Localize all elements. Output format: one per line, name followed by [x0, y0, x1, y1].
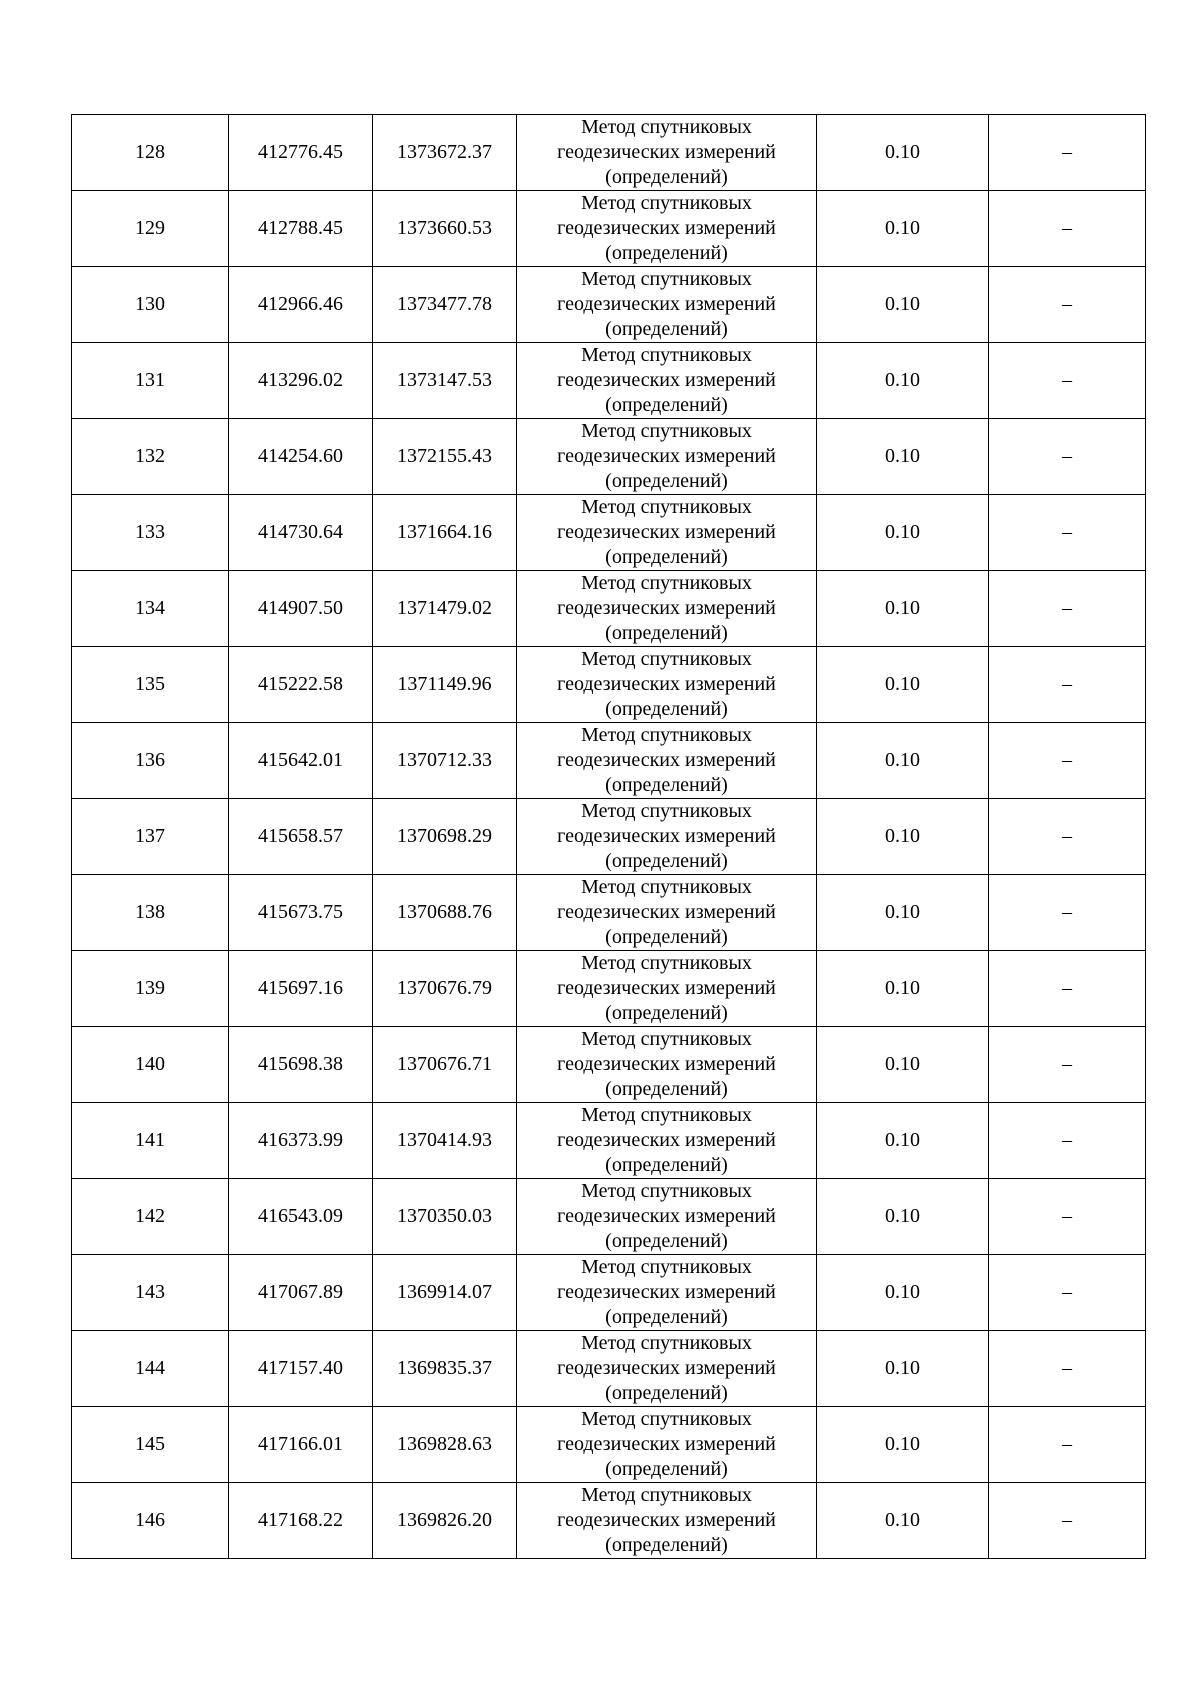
method-cell: [517, 1483, 817, 1559]
point-number-cell: 132: [72, 419, 229, 495]
point-number-cell: 130: [72, 267, 229, 343]
y-coordinate-cell: 1369826.20: [373, 1483, 517, 1559]
note-cell: –: [989, 1255, 1146, 1331]
table-row: [72, 115, 1146, 191]
method-cell: [517, 875, 817, 951]
note-cell: –: [989, 799, 1146, 875]
point-number-cell: 145: [72, 1407, 229, 1483]
point-number-cell: 133: [72, 495, 229, 571]
x-coordinate-cell: 416373.99: [229, 1103, 373, 1179]
accuracy-cell: 0.10: [817, 571, 989, 647]
method-cell: [517, 647, 817, 723]
method-text: Метод спутниковых геодезических измерений (определений): [557, 1484, 776, 1556]
note-cell: –: [989, 419, 1146, 495]
accuracy-cell: 0.10: [817, 1255, 989, 1331]
note-cell: –: [989, 191, 1146, 267]
method-cell: [517, 799, 817, 875]
table-row: [72, 571, 1146, 647]
accuracy-cell: 0.10: [817, 1103, 989, 1179]
accuracy-cell: 0.10: [817, 1407, 989, 1483]
table-row: [72, 647, 1146, 723]
table-row: [72, 419, 1146, 495]
accuracy-cell: 0.10: [817, 951, 989, 1027]
table-row: [72, 1179, 1146, 1255]
x-coordinate-cell: 417168.22: [229, 1483, 373, 1559]
accuracy-cell: 0.10: [817, 799, 989, 875]
note-cell: –: [989, 1483, 1146, 1559]
point-number-cell: 135: [72, 647, 229, 723]
y-coordinate-cell: 1370350.03: [373, 1179, 517, 1255]
point-number-cell: 137: [72, 799, 229, 875]
table-row: [72, 1483, 1146, 1559]
method-cell: [517, 951, 817, 1027]
method-text: Метод спутниковых геодезических измерений (определений): [557, 1408, 776, 1480]
point-number-cell: 138: [72, 875, 229, 951]
coordinates-table: [71, 114, 1146, 1559]
x-coordinate-cell: 414254.60: [229, 419, 373, 495]
point-number-cell: 131: [72, 343, 229, 419]
method-text: Метод спутниковых геодезических измерений (определений): [557, 648, 776, 720]
method-cell: [517, 267, 817, 343]
point-number-cell: 146: [72, 1483, 229, 1559]
note-cell: –: [989, 951, 1146, 1027]
table-row: [72, 191, 1146, 267]
y-coordinate-cell: 1373147.53: [373, 343, 517, 419]
point-number-cell: 128: [72, 115, 229, 191]
table-row: [72, 1027, 1146, 1103]
method-cell: [517, 723, 817, 799]
note-cell: –: [989, 1027, 1146, 1103]
method-text: Метод спутниковых геодезических измерений (определений): [557, 116, 776, 188]
x-coordinate-cell: 415658.57: [229, 799, 373, 875]
method-cell: [517, 191, 817, 267]
x-coordinate-cell: 414730.64: [229, 495, 373, 571]
accuracy-cell: 0.10: [817, 115, 989, 191]
x-coordinate-cell: 415698.38: [229, 1027, 373, 1103]
table-row: [72, 1103, 1146, 1179]
note-cell: –: [989, 1103, 1146, 1179]
y-coordinate-cell: 1370676.79: [373, 951, 517, 1027]
y-coordinate-cell: 1369828.63: [373, 1407, 517, 1483]
note-cell: –: [989, 115, 1146, 191]
y-coordinate-cell: 1371479.02: [373, 571, 517, 647]
method-cell: [517, 1407, 817, 1483]
x-coordinate-cell: 412776.45: [229, 115, 373, 191]
x-coordinate-cell: 415222.58: [229, 647, 373, 723]
y-coordinate-cell: 1373477.78: [373, 267, 517, 343]
method-text: Метод спутниковых геодезических измерений (определений): [557, 800, 776, 872]
method-text: Метод спутниковых геодезических измерений (определений): [557, 1256, 776, 1328]
method-text: Метод спутниковых геодезических измерений (определений): [557, 268, 776, 340]
method-text: Метод спутниковых геодезических измерений (определений): [557, 876, 776, 948]
note-cell: –: [989, 647, 1146, 723]
x-coordinate-cell: 415697.16: [229, 951, 373, 1027]
note-cell: –: [989, 1407, 1146, 1483]
y-coordinate-cell: 1370676.71: [373, 1027, 517, 1103]
accuracy-cell: 0.10: [817, 267, 989, 343]
method-cell: [517, 343, 817, 419]
x-coordinate-cell: 417166.01: [229, 1407, 373, 1483]
note-cell: –: [989, 723, 1146, 799]
point-number-cell: 129: [72, 191, 229, 267]
x-coordinate-cell: 415642.01: [229, 723, 373, 799]
x-coordinate-cell: 414907.50: [229, 571, 373, 647]
point-number-cell: 142: [72, 1179, 229, 1255]
accuracy-cell: 0.10: [817, 647, 989, 723]
method-text: Метод спутниковых геодезических измерений (определений): [557, 1180, 776, 1252]
x-coordinate-cell: 416543.09: [229, 1179, 373, 1255]
method-cell: [517, 571, 817, 647]
method-text: Метод спутниковых геодезических измерений (определений): [557, 572, 776, 644]
note-cell: –: [989, 343, 1146, 419]
y-coordinate-cell: 1369914.07: [373, 1255, 517, 1331]
method-cell: [517, 1331, 817, 1407]
method-cell: [517, 1027, 817, 1103]
x-coordinate-cell: 412966.46: [229, 267, 373, 343]
point-number-cell: 134: [72, 571, 229, 647]
point-number-cell: 136: [72, 723, 229, 799]
method-cell: [517, 1255, 817, 1331]
table-row: [72, 875, 1146, 951]
y-coordinate-cell: 1373672.37: [373, 115, 517, 191]
method-text: Метод спутниковых геодезических измерений (определений): [557, 192, 776, 264]
accuracy-cell: 0.10: [817, 343, 989, 419]
y-coordinate-cell: 1372155.43: [373, 419, 517, 495]
note-cell: –: [989, 1331, 1146, 1407]
y-coordinate-cell: 1371664.16: [373, 495, 517, 571]
method-text: Метод спутниковых геодезических измерений (определений): [557, 420, 776, 492]
accuracy-cell: 0.10: [817, 875, 989, 951]
x-coordinate-cell: 413296.02: [229, 343, 373, 419]
method-text: Метод спутниковых геодезических измерений (определений): [557, 344, 776, 416]
method-cell: [517, 115, 817, 191]
point-number-cell: 143: [72, 1255, 229, 1331]
accuracy-cell: 0.10: [817, 419, 989, 495]
table-row: [72, 1407, 1146, 1483]
table-row: [72, 799, 1146, 875]
note-cell: –: [989, 495, 1146, 571]
point-number-cell: 140: [72, 1027, 229, 1103]
table-row: [72, 951, 1146, 1027]
point-number-cell: 141: [72, 1103, 229, 1179]
point-number-cell: 144: [72, 1331, 229, 1407]
point-number-cell: 139: [72, 951, 229, 1027]
accuracy-cell: 0.10: [817, 1027, 989, 1103]
accuracy-cell: 0.10: [817, 1179, 989, 1255]
y-coordinate-cell: 1373660.53: [373, 191, 517, 267]
method-text: Метод спутниковых геодезических измерений (определений): [557, 1332, 776, 1404]
method-cell: [517, 419, 817, 495]
method-cell: [517, 1179, 817, 1255]
note-cell: –: [989, 267, 1146, 343]
method-text: Метод спутниковых геодезических измерений (определений): [557, 724, 776, 796]
method-text: Метод спутниковых геодезических измерений (определений): [557, 1028, 776, 1100]
y-coordinate-cell: 1369835.37: [373, 1331, 517, 1407]
table-row: [72, 723, 1146, 799]
table-row: [72, 343, 1146, 419]
method-text: Метод спутниковых геодезических измерений (определений): [557, 952, 776, 1024]
table-body: [72, 115, 1146, 1559]
note-cell: –: [989, 1179, 1146, 1255]
method-cell: [517, 495, 817, 571]
note-cell: –: [989, 571, 1146, 647]
table-row: [72, 1255, 1146, 1331]
table-row: [72, 495, 1146, 571]
method-text: Метод спутниковых геодезических измерений (определений): [557, 1104, 776, 1176]
x-coordinate-cell: 417157.40: [229, 1331, 373, 1407]
y-coordinate-cell: 1370414.93: [373, 1103, 517, 1179]
y-coordinate-cell: 1370712.33: [373, 723, 517, 799]
y-coordinate-cell: 1370688.76: [373, 875, 517, 951]
method-cell: [517, 1103, 817, 1179]
y-coordinate-cell: 1371149.96: [373, 647, 517, 723]
note-cell: –: [989, 875, 1146, 951]
x-coordinate-cell: 415673.75: [229, 875, 373, 951]
method-text: Метод спутниковых геодезических измерений (определений): [557, 496, 776, 568]
x-coordinate-cell: 412788.45: [229, 191, 373, 267]
table-row: [72, 267, 1146, 343]
accuracy-cell: 0.10: [817, 1331, 989, 1407]
accuracy-cell: 0.10: [817, 191, 989, 267]
accuracy-cell: 0.10: [817, 1483, 989, 1559]
x-coordinate-cell: 417067.89: [229, 1255, 373, 1331]
table-row: [72, 1331, 1146, 1407]
y-coordinate-cell: 1370698.29: [373, 799, 517, 875]
accuracy-cell: 0.10: [817, 723, 989, 799]
accuracy-cell: 0.10: [817, 495, 989, 571]
